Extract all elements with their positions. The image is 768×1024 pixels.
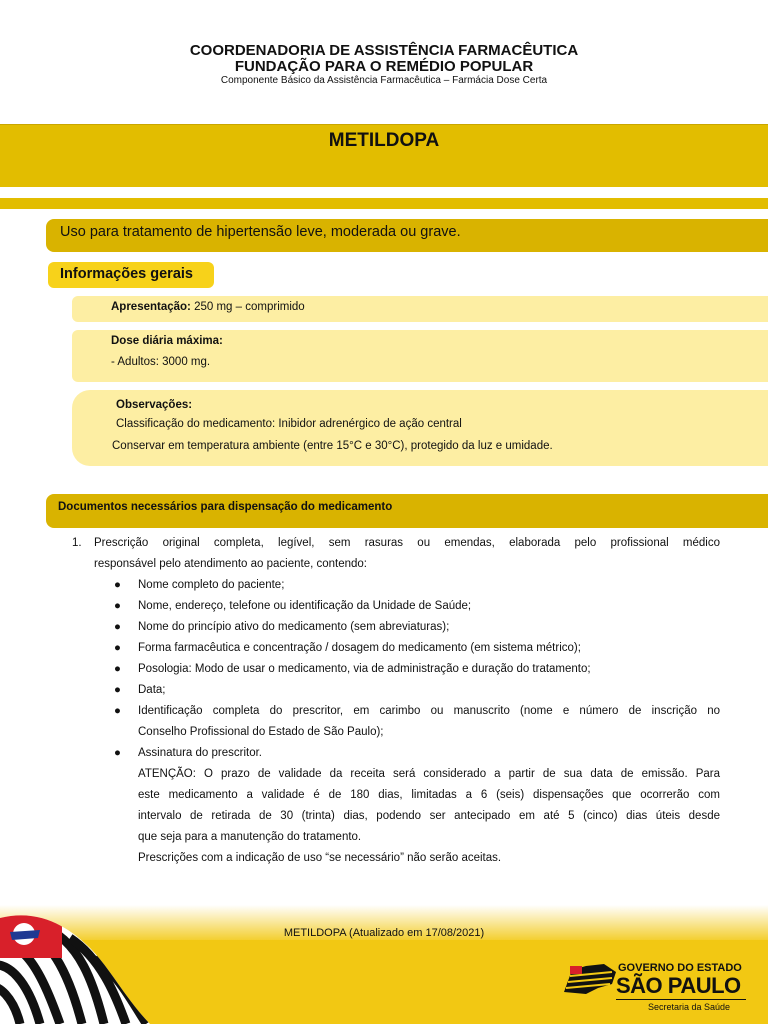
bullet-text-cont: Conselho Profissional do Estado de São Paulo); xyxy=(138,726,384,738)
presentation-value: 250 mg – comprimido xyxy=(194,301,305,313)
usage-text: Uso para tratamento de hipertensão leve, moderada ou grave. xyxy=(60,224,461,240)
bullet-text: Posologia: Modo de usar o medicamento, via de administração e duração do tratamento; xyxy=(138,663,591,675)
bullet-text: Assinatura do prescritor. xyxy=(138,747,263,759)
item-number: 1. xyxy=(72,537,82,549)
bullet-text: Identificação completa do prescritor, em carimbo ou manuscrito (nome e número de inscrição no xyxy=(138,705,720,717)
logo-line2: SÃO PAULO xyxy=(616,973,741,998)
list-item: ● Assinatura do prescritor. xyxy=(72,743,720,764)
bullet-text: Forma farmacêutica e concentração / dosagem do medicamento (em sistema métrico); xyxy=(138,642,581,654)
list-item: ● Identificação completa do prescritor, em carimbo ou manuscrito (nome e número de inscrição no Conselho Profissional do Estado de São Paulo); xyxy=(72,701,720,743)
max-dose-value: - Adultos: 3000 mg. xyxy=(111,356,211,368)
attention-block xyxy=(72,764,720,869)
attention-line4: que seja para a manutenção do tratamento. xyxy=(138,831,362,843)
observations-line1: Classificação do medicamento: Inibidor adrenérgico de ação central xyxy=(116,418,462,430)
logo-line1: GOVERNO DO ESTADO xyxy=(618,962,742,974)
divider-band xyxy=(0,198,768,209)
presentation-row xyxy=(111,301,305,313)
bullet-text: Data; xyxy=(138,684,166,696)
bullet-text: Nome, endereço, telefone ou identificação da Unidade de Saúde; xyxy=(138,600,472,612)
max-dose-label: Dose diária máxima: xyxy=(111,335,223,347)
sp-map-icon xyxy=(562,962,618,996)
list-item: ● Posologia: Modo de usar o medicamento, via de administração e duração do tratamento; xyxy=(72,659,720,680)
logo-line3: Secretaria da Saúde xyxy=(648,1002,731,1012)
logo-divider xyxy=(616,999,746,1000)
attention-line1: ATENÇÃO: O prazo de validade da receita será considerado a partir de sua data de emissão. Para xyxy=(138,768,720,780)
section-general-title: Informações gerais xyxy=(60,266,193,282)
list-item: ● Forma farmacêutica e concentração / dosagem do medicamento (em sistema métrico); xyxy=(72,638,720,659)
government-logo xyxy=(560,958,760,1018)
bullet-text: Nome completo do paciente; xyxy=(138,579,285,591)
observations-label: Observações: xyxy=(116,399,193,411)
bullet-text: Nome do princípio ativo do medicamento (sem abreviaturas); xyxy=(138,621,450,633)
presentation-label: Apresentação: xyxy=(111,301,191,313)
footer-updated: METILDOPA (Atualizado em 17/08/2021) xyxy=(283,927,485,939)
attention-line3: intervalo de retirada de 30 (trinta) dias, podendo ser antecipado em até 5 (cinco) dias úteis desde xyxy=(138,810,720,822)
org-name-line2: FUNDAÇÃO PARA O REMÉDIO POPULAR xyxy=(234,58,534,75)
list-item: ● Nome do princípio ativo do medicamento (sem abreviaturas); xyxy=(72,617,720,638)
observations-line2: Conservar em temperatura ambiente (entre 15°C e 30°C), protegido da luz e umidade. xyxy=(112,440,553,452)
list-item: ● Nome, endereço, telefone ou identificação da Unidade de Saúde; xyxy=(72,596,720,617)
sp-flag-graphic xyxy=(0,908,150,1024)
docs-title: Documentos necessários para dispensação do medicamento xyxy=(58,501,393,513)
list-item: ● Nome completo do paciente; xyxy=(72,575,720,596)
note-text: Prescrições com a indicação de uso “se necessário” não serão aceitas. xyxy=(138,852,502,864)
item-text-line1: Prescrição original completa, legível, sem rasuras ou emendas, elaborada pelo profissional médico xyxy=(94,537,720,549)
docs-list xyxy=(72,533,720,869)
list-item xyxy=(72,533,720,575)
org-name-line1: COORDENADORIA DE ASSISTÊNCIA FARMACÊUTICA xyxy=(189,42,579,59)
list-item: ● Data; xyxy=(72,680,720,701)
page-title: METILDOPA xyxy=(328,130,440,151)
header-subtitle: Componente Básico da Assistência Farmacêutica – Farmácia Dose Certa xyxy=(220,75,548,86)
item-text-line2: responsável pelo atendimento ao paciente, contendo: xyxy=(94,558,368,570)
attention-line2: este medicamento a validade é de 180 dias, limitadas a 6 (seis) dispensações que ocorrerão com xyxy=(138,789,720,801)
